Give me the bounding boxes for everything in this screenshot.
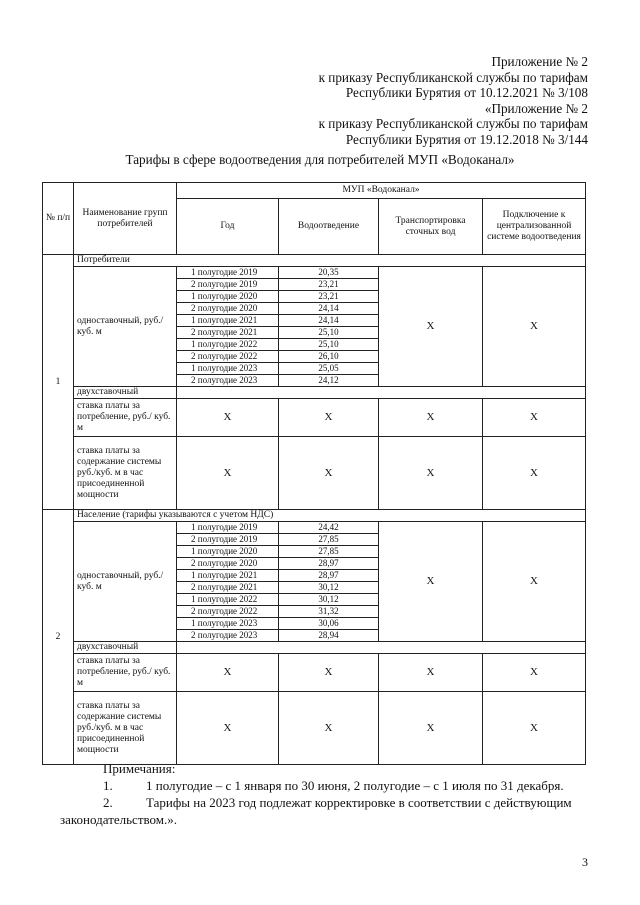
col-header-group: Наименование групп потребителей (74, 183, 177, 255)
col-header-transport: Транспортировка сточных вод (379, 199, 483, 255)
tariff-value: 28,97 (279, 570, 379, 582)
tariff-value: 25,10 (279, 327, 379, 339)
period-cell: 1 полугодие 2021 (177, 315, 279, 327)
period-cell: 2 полугодие 2020 (177, 558, 279, 570)
tariff-value: 24,14 (279, 315, 379, 327)
period-cell: 1 полугодие 2020 (177, 291, 279, 303)
transport-x: X (379, 654, 483, 692)
drain-x: X (279, 399, 379, 437)
connect-x: X (483, 692, 586, 765)
tariff-value: 30,12 (279, 594, 379, 606)
col-header-num: № п/п (43, 183, 74, 255)
period-cell: 2 полугодие 2022 (177, 351, 279, 363)
tariff-value: 31,32 (279, 606, 379, 618)
notes-heading: Примечания: (103, 761, 176, 776)
header-line: Республики Бурятия от 10.12.2021 № 3/108 (345, 85, 588, 101)
connect-x: X (483, 654, 586, 692)
appendix-header (319, 54, 588, 148)
col-header-connect: Подключение к централизованной системе водоотведения (483, 199, 586, 255)
tariff-value: 23,21 (279, 291, 379, 303)
period-cell: 1 полугодие 2023 (177, 363, 279, 375)
two-rate-label: двухставочный (74, 387, 177, 399)
tariff-value: 27,85 (279, 546, 379, 558)
period-cell: 2 полугодие 2021 (177, 327, 279, 339)
tariff-value: 30,12 (279, 582, 379, 594)
tariff-value: 24,42 (279, 522, 379, 534)
two-rate-label: двухставочный (74, 642, 177, 654)
tariff-value: 27,85 (279, 534, 379, 546)
maintenance-rate-label: ставка платы за содержание системы руб./куб. м в час присоединенной мощности (74, 692, 177, 765)
section-title: Потребители (74, 255, 586, 267)
period-cell: 1 полугодие 2023 (177, 618, 279, 630)
single-rate-label: одноставочный, руб./ куб. м (74, 522, 177, 642)
tariff-value: 30,06 (279, 618, 379, 630)
transport-x: X (379, 399, 483, 437)
year-x: X (177, 399, 279, 437)
period-cell: 2 полугодие 2022 (177, 606, 279, 618)
period-cell: 1 полугодие 2019 (177, 267, 279, 279)
year-x: X (177, 692, 279, 765)
year-x: X (177, 437, 279, 510)
year-x: X (177, 654, 279, 692)
connect-x: X (483, 267, 586, 387)
note-item (103, 794, 585, 811)
tariff-table (42, 182, 586, 765)
consumption-rate-label: ставка платы за потребление, руб./ куб. м (74, 654, 177, 692)
period-cell: 1 полугодие 2021 (177, 570, 279, 582)
org-header: МУП «Водоканал» (177, 183, 586, 199)
period-cell: 2 полугодие 2021 (177, 582, 279, 594)
tariff-value: 28,97 (279, 558, 379, 570)
period-cell: 1 полугодие 2022 (177, 339, 279, 351)
two-rate-empty (177, 387, 586, 399)
consumption-rate-label: ставка платы за потребление, руб./ куб. м (74, 399, 177, 437)
header-line: к приказу Республиканской службы по тарифам (318, 116, 588, 132)
tariff-value: 24,14 (279, 303, 379, 315)
period-cell: 2 полугодие 2020 (177, 303, 279, 315)
period-cell: 2 полугодие 2023 (177, 630, 279, 642)
transport-x: X (379, 522, 483, 642)
connect-x: X (483, 437, 586, 510)
tariff-value: 25,05 (279, 363, 379, 375)
note-number: 2. (103, 795, 113, 810)
drain-x: X (279, 692, 379, 765)
drain-x: X (279, 437, 379, 510)
transport-x: X (379, 437, 483, 510)
drain-x: X (279, 654, 379, 692)
tariff-value: 26,10 (279, 351, 379, 363)
note-text: Тарифы на 2023 год подлежат корректировке в соответствии с действующим (146, 795, 572, 810)
period-cell: 1 полугодие 2022 (177, 594, 279, 606)
period-cell: 2 полугодие 2023 (177, 375, 279, 387)
period-cell: 2 полугодие 2019 (177, 279, 279, 291)
single-rate-label: одноставочный, руб./ куб. м (74, 267, 177, 387)
period-cell: 1 полугодие 2019 (177, 522, 279, 534)
section-title: Население (тарифы указываются с учетом НДС) (74, 510, 586, 522)
header-line: «Приложение № 2 (484, 100, 588, 116)
note-number: 1. (103, 778, 113, 793)
tariff-value: 25,10 (279, 339, 379, 351)
period-cell: 1 полугодие 2020 (177, 546, 279, 558)
row-number: 2 (43, 510, 74, 765)
two-rate-empty (177, 642, 586, 654)
maintenance-rate-label: ставка платы за содержание системы руб./куб. м в час присоединенной мощности (74, 437, 177, 510)
period-cell: 2 полугодие 2019 (177, 534, 279, 546)
document-title: Тарифы в сфере водоотведения для потребителей МУП «Водоканал» (125, 152, 515, 167)
col-header-drain: Водоотведение (279, 199, 379, 255)
tariff-value: 20,35 (279, 267, 379, 279)
connect-x: X (483, 522, 586, 642)
tariff-table-body (43, 183, 586, 765)
note-text: 1 полугодие – с 1 января по 30 июня, 2 полугодие – с 1 июля по 31 декабря. (146, 778, 564, 793)
header-line: Приложение № 2 (491, 54, 588, 69)
transport-x: X (379, 692, 483, 765)
note-text-continuation: законодательством.». (60, 812, 178, 827)
connect-x: X (483, 399, 586, 437)
header-line: к приказу Республиканской службы по тарифам (318, 69, 588, 85)
page-number: 3 (582, 855, 588, 869)
tariff-value: 24,12 (279, 375, 379, 387)
tariff-value: 28,94 (279, 630, 379, 642)
note-item (103, 777, 583, 794)
row-number: 1 (43, 255, 74, 510)
transport-x: X (379, 267, 483, 387)
header-line: Республики Бурятия от 19.12.2018 № 3/144 (345, 131, 588, 147)
col-header-year: Год (177, 199, 279, 255)
tariff-value: 23,21 (279, 279, 379, 291)
